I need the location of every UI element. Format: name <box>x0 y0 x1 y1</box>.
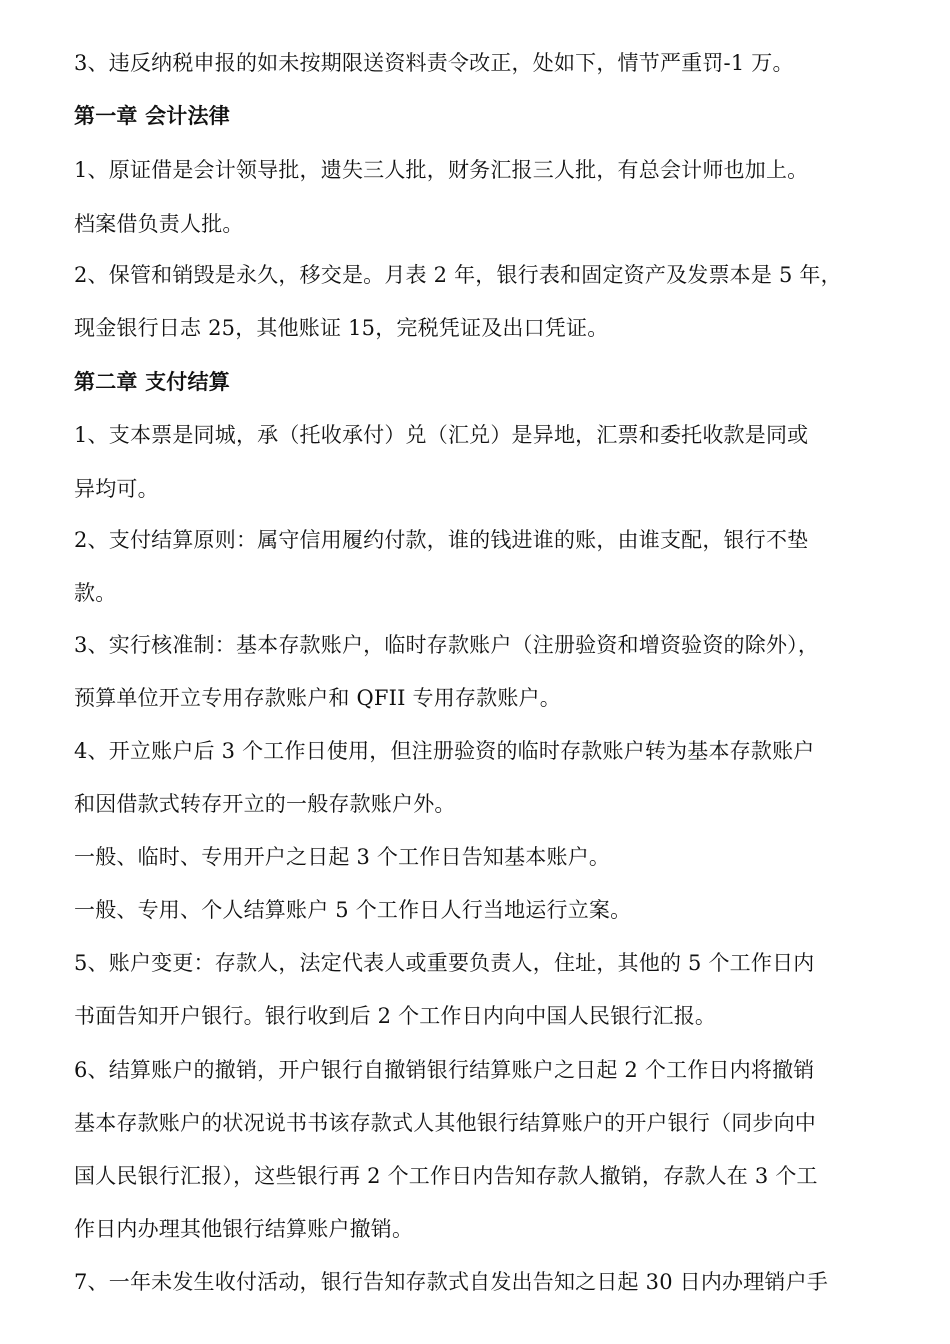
paragraph-line: 档案借负责人批。 <box>74 212 244 236</box>
paragraph-line: 预算单位开立专用存款账户和 QFII 专用存款账户。 <box>74 686 561 710</box>
paragraph-line: 书面告知开户银行。银行收到后 2 个工作日内向中国人民银行汇报。 <box>74 1004 717 1028</box>
paragraph-line: 7、一年未发生收付活动，银行告知存款式自发出告知之日起 30 日内办理销户手 <box>74 1270 829 1294</box>
paragraph-line: 和因借款式转存开立的一般存款账户外。 <box>74 792 456 816</box>
paragraph-line: 现金银行日志 25，其他账证 15，完税凭证及出口凭证。 <box>74 316 609 340</box>
paragraph-line: 一般、专用、个人结算账户 5 个工作日人行当地运行立案。 <box>74 898 632 922</box>
paragraph-line: 国人民银行汇报），这些银行再 2 个工作日内告知存款人撤销，存款人在 3 个工 <box>74 1164 818 1188</box>
paragraph-line: 基本存款账户的状况说书书该存款式人其他银行结算账户的开户银行（同步向中 <box>74 1111 816 1135</box>
paragraph-line: 异均可。 <box>74 477 159 501</box>
paragraph-line: 3、实行核准制：基本存款账户，临时存款账户（注册验资和增资验资的除外）， <box>74 633 820 657</box>
paragraph-line: 1、原证借是会计领导批，遗失三人批，财务汇报三人批，有总会计师也加上。 <box>74 158 809 182</box>
paragraph-line: 2、支付结算原则：属守信用履约付款，谁的钱进谁的账，由谁支配，银行不垫 <box>74 528 809 552</box>
paragraph-line: 4、开立账户后 3 个工作日使用，但注册验资的临时存款账户转为基本存款账户 <box>74 739 815 763</box>
paragraph-line: 3、违反纳税申报的如未按期限送资料责令改正，处如下，情节严重罚-1 万。 <box>74 51 794 75</box>
paragraph-line: 一般、临时、专用开户之日起 3 个工作日告知基本账户。 <box>74 845 611 869</box>
paragraph-line: 1、支本票是同城，承（托收承付）兑（汇兑）是异地，汇票和委托收款是同或 <box>74 423 809 447</box>
paragraph-line: 2、保管和销毁是永久，移交是。月表 2 年，银行表和固定资产及发票本是 5 年， <box>74 263 842 287</box>
paragraph-line: 6、结算账户的撤销，开户银行自撤销银行结算账户之日起 2 个工作日内将撤销 <box>74 1058 815 1082</box>
chapter-heading: 第二章 支付结算 <box>74 369 230 394</box>
chapter-heading: 第一章 会计法律 <box>74 103 230 128</box>
paragraph-line: 款。 <box>74 581 117 605</box>
paragraph-line: 5、账户变更：存款人，法定代表人或重要负责人，住址，其他的 5 个工作日内 <box>74 951 815 975</box>
paragraph-line: 作日内办理其他银行结算账户撤销。 <box>74 1217 414 1241</box>
